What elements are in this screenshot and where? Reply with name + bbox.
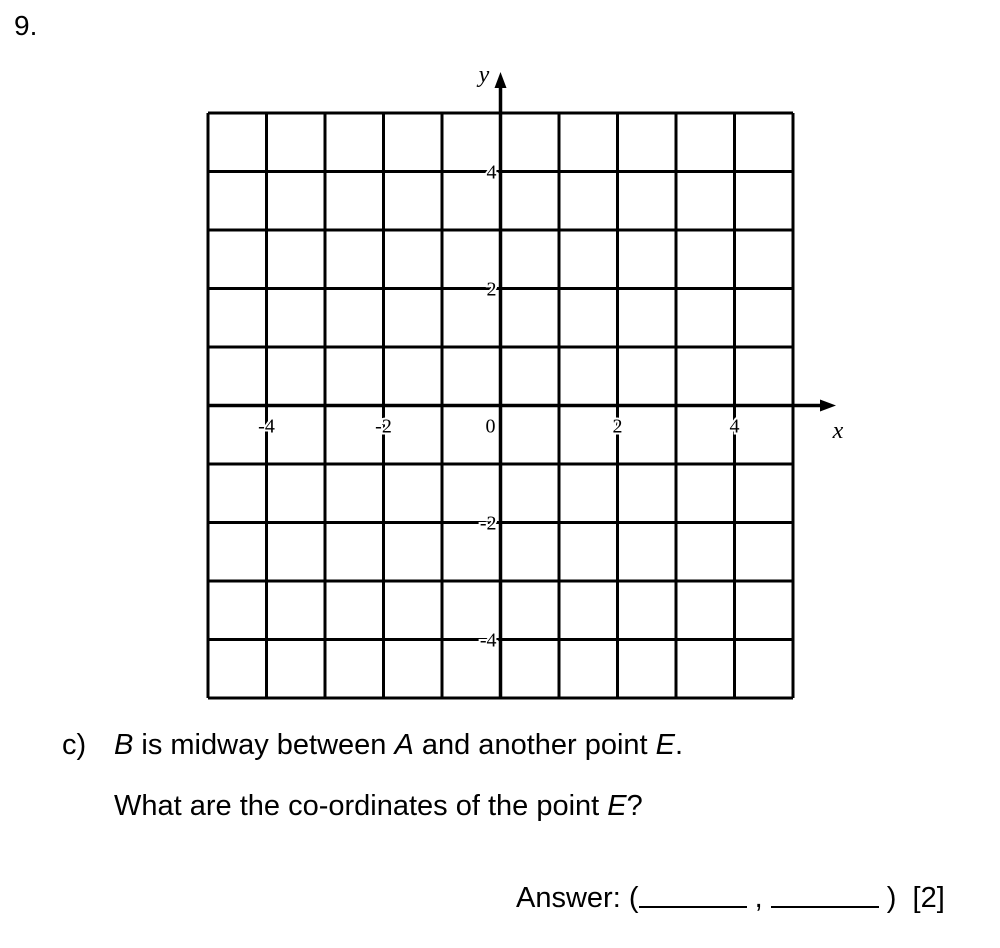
x-tick-label: 4: [729, 415, 740, 438]
answer-line: [516, 882, 945, 915]
y-tick-label: -4: [479, 629, 497, 652]
var-e: E: [655, 729, 676, 761]
comma: ,: [754, 882, 763, 914]
x-tick-label: -4: [258, 415, 275, 438]
answer-x-blank[interactable]: [639, 882, 747, 908]
answer-y-blank[interactable]: [771, 882, 879, 908]
y-tick-label: -2: [479, 512, 497, 535]
x-tick-label: 0: [485, 415, 496, 438]
x-tick-label: -2: [375, 415, 392, 438]
answer-x-input[interactable]: [639, 887, 747, 911]
y-axis-label: y: [478, 62, 490, 88]
text-segment: ?: [626, 790, 643, 822]
y-tick-label: 2: [486, 278, 497, 301]
x-axis-arrow: [820, 400, 836, 412]
text-segment: What are the co-ordinates of the point: [114, 790, 608, 822]
x-axis-label: x: [832, 418, 844, 444]
var-b: B: [114, 729, 134, 761]
var-a: A: [394, 729, 414, 761]
open-paren: (: [628, 882, 639, 914]
axes: [208, 72, 836, 698]
answer-label: Answer:: [516, 882, 621, 914]
text-segment: and another point: [413, 729, 656, 761]
question-part-c-line2: [114, 790, 643, 823]
x-tick-label: 2: [612, 415, 623, 438]
answer-y-input[interactable]: [771, 887, 879, 911]
question-number: 9.: [14, 10, 38, 41]
y-axis-arrow: [495, 72, 507, 88]
marks: [2]: [912, 882, 945, 914]
part-label: c): [62, 729, 87, 761]
y-tick-label: 4: [486, 161, 497, 184]
text-segment: is midway between: [133, 729, 395, 761]
var-e: E: [607, 790, 627, 822]
text-segment: .: [675, 729, 684, 761]
question-part-c-line1: [62, 729, 683, 762]
close-paren: ): [886, 882, 897, 914]
